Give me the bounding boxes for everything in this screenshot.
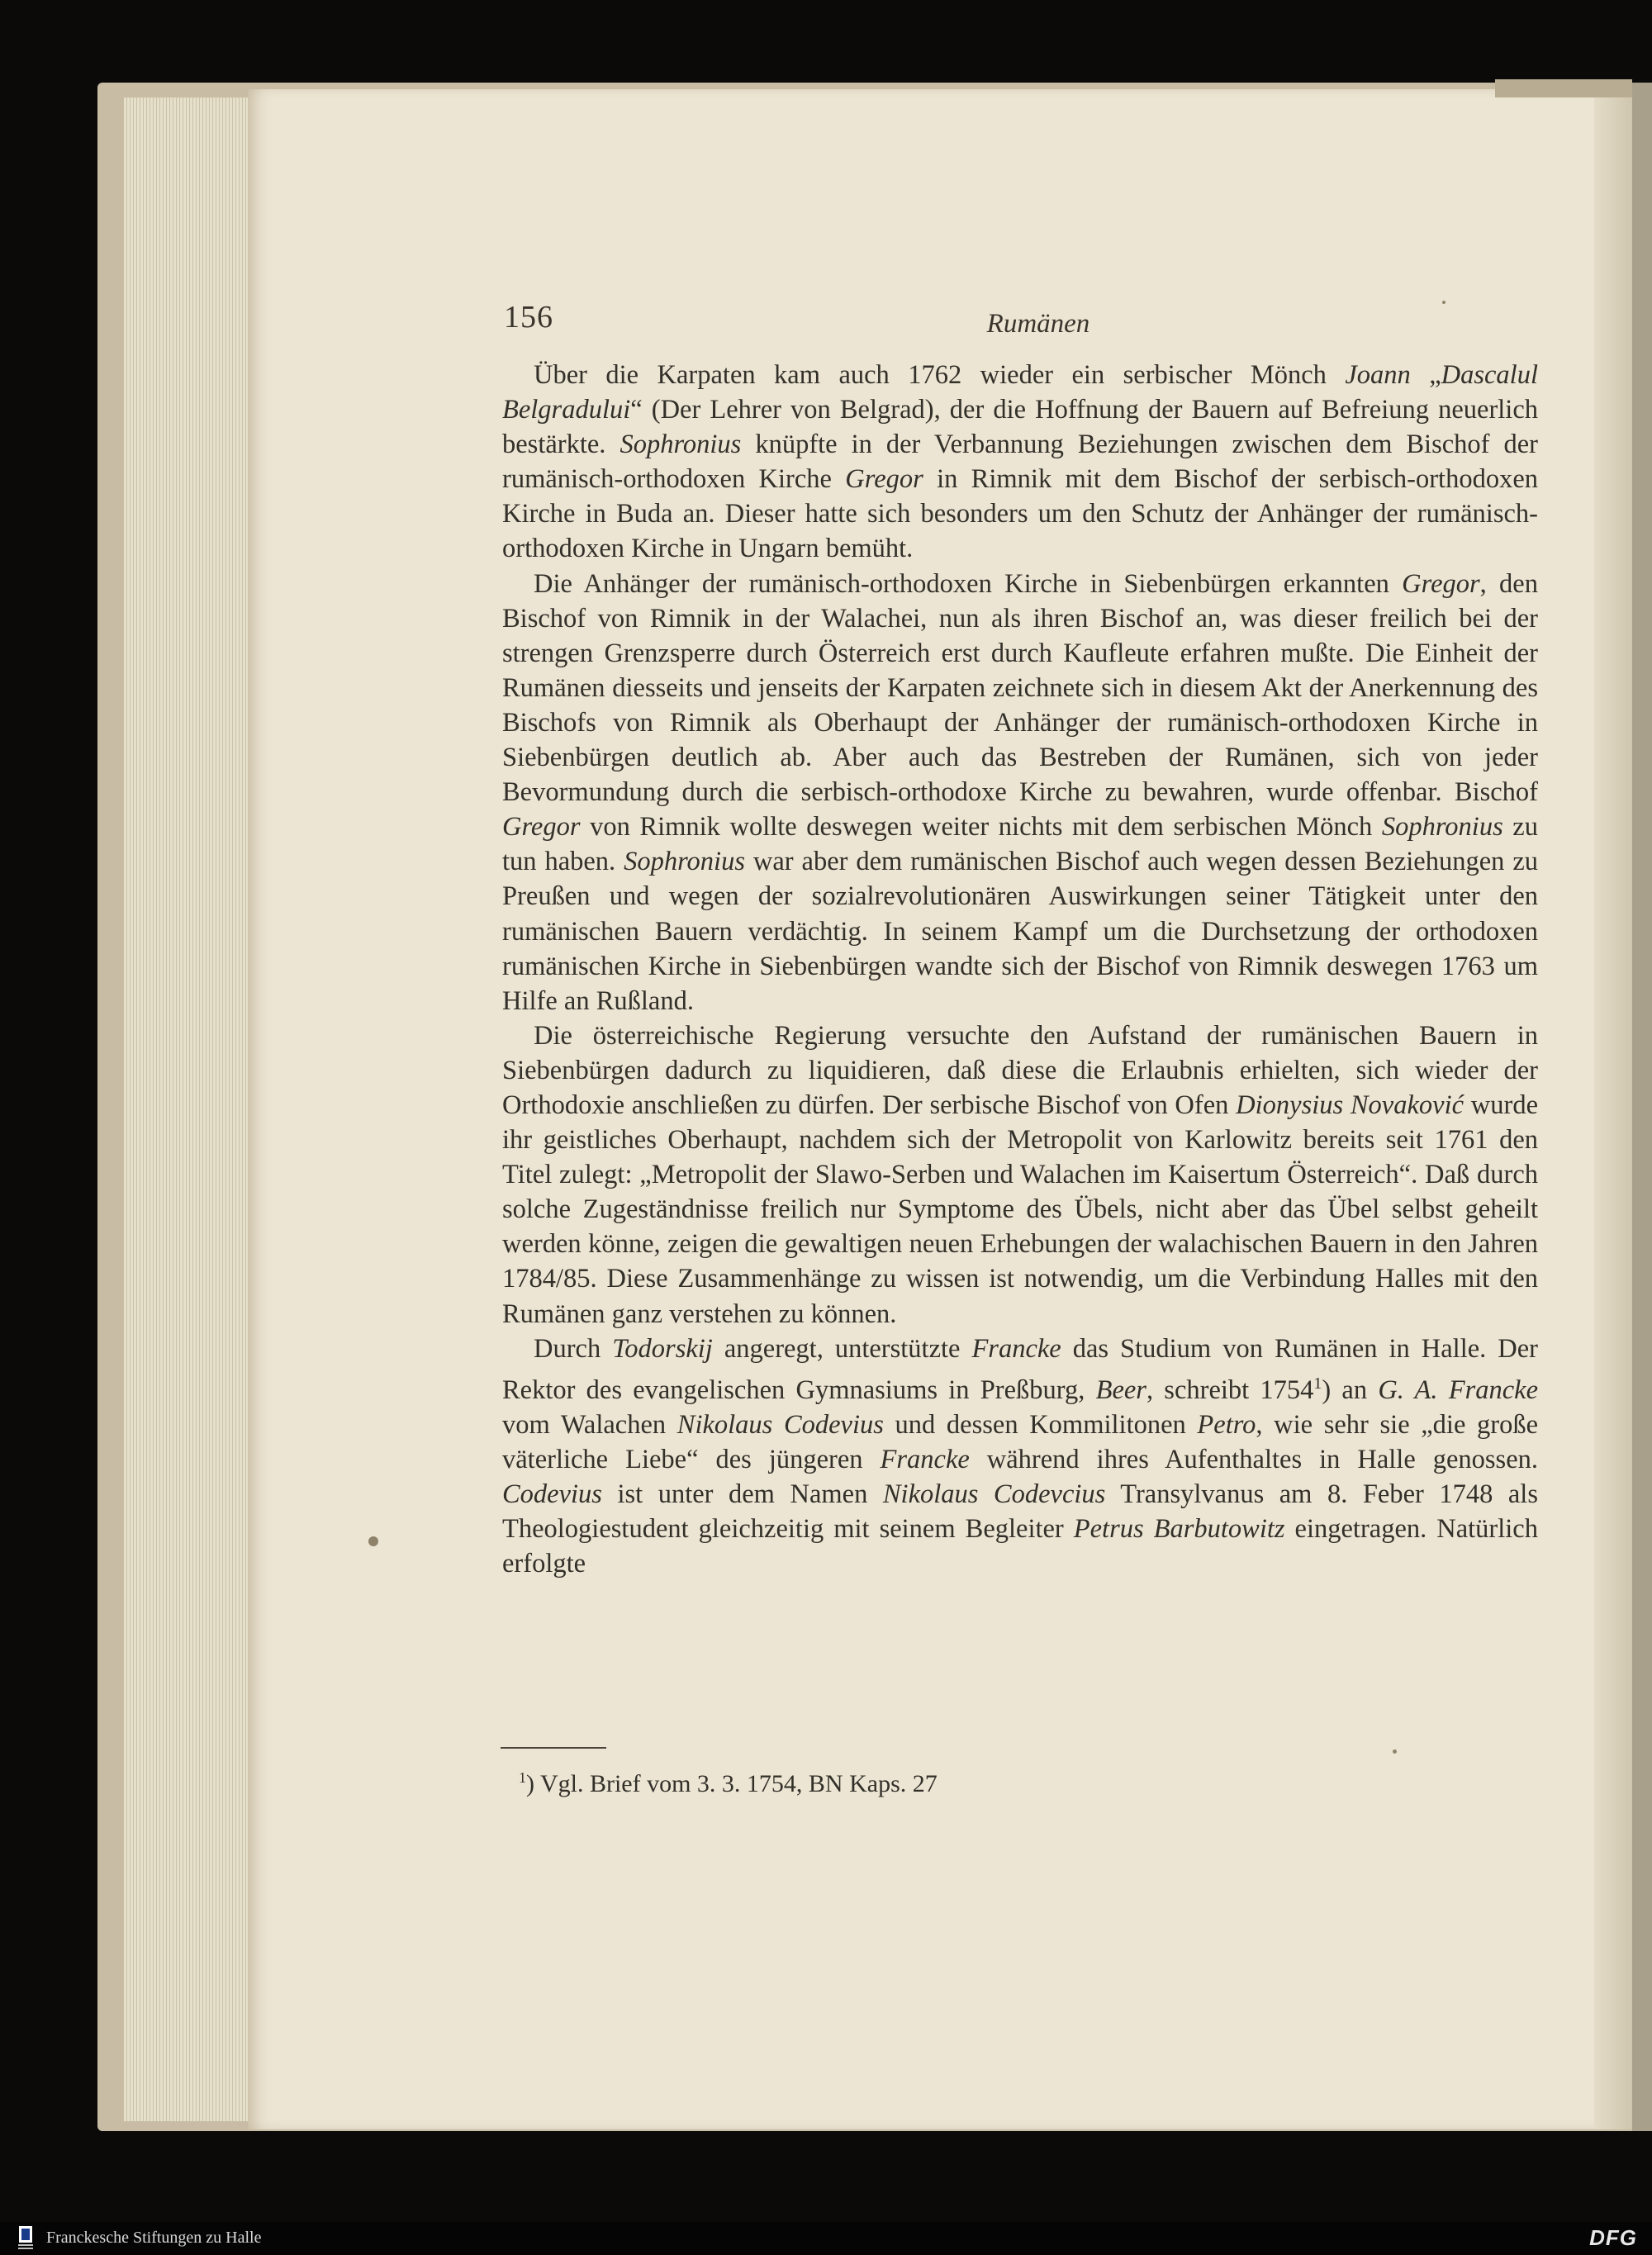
text-run: ) an (1322, 1374, 1379, 1405)
page-edges (124, 97, 257, 2121)
footnote-marker: 1 (519, 1769, 526, 1786)
text-run: , den Bischof von Rimnik in der Walachei, nun als ihren Bischof an, was dieser freilich bei der strengen Grenzsperre durch Österreich erst durch Kaufleute erfahren mußte. Die Einheit der Rumänen diesseits und jenseits der Karpaten zeichnete sich in diesem Akt der Anerkennung des Bischofs von Rimnik als Oberhaupt der Anhänger der rumänisch-orthodoxen Kirche in Siebenbürgen deutlich ab. Aber auch das Bestreben der Rumänen, sich von jeder Bevormundung durch die serbisch-orthodoxe Kirche zu bewahren, wurde offenbar. Bischof (502, 568, 1538, 808)
text-run: wurde ihr geistliches Oberhaupt, nachdem sich der Metropolit von Karlowitz bereits seit 1761 den Titel zulegt: „Metropolit der Slawo-Serben und Walachen im Kaisertum Österreich“. Daß durch solche Zugeständnisse freilich nur Symptome des Übels, nicht aber das Übel selbst geheilt werden könne, zeigen die gewaltigen neuen Erhebungen der walachischen Bauern in den Jahren 1784/85. Diese Zusammenhänge zu wissen ist notwendig, um die Verbindung Halles mit den Rumänen ganz verstehen zu können. (502, 1090, 1538, 1329)
italic-name: Gregor (845, 464, 923, 495)
dfg-logo-text: DFG (1589, 2225, 1637, 2250)
footer-institution-label: Franckesche Stiftungen zu Halle (46, 2229, 262, 2247)
running-head: Rumänen (986, 309, 1090, 339)
paper-speck (1393, 1749, 1397, 1754)
footnote (519, 1761, 1427, 1801)
italic-name: Sophronius (624, 847, 745, 877)
italic-name: Codevius (502, 1479, 602, 1509)
footnote-text: ) Vgl. Brief vom 3. 3. 1754, BN Kaps. 27 (526, 1770, 938, 1797)
italic-name: Nikolaus Codevcius (882, 1479, 1106, 1509)
italic-name: Petro (1197, 1409, 1256, 1440)
footnote-reference: 1 (1313, 1374, 1322, 1393)
italic-name: Gregor (1402, 568, 1480, 599)
italic-name: Joann (1345, 360, 1411, 390)
text-run: von Rimnik wollte deswegen weiter nichts mit dem serbischen Mönch (580, 812, 1382, 843)
italic-name: Gregor (502, 812, 581, 843)
italic-name: Dascalul Belgradului (502, 360, 1538, 425)
text-run: Transylvanus am 8. Feber 1748 als Theologiestudent gleichzeitig mit seinem Begleiter (502, 1479, 1538, 1544)
text-run: vom Walachen (502, 1409, 677, 1440)
italic-name: G. A. Francke (1378, 1374, 1538, 1405)
paragraph (502, 358, 1538, 567)
paragraph (502, 1332, 1538, 1581)
italic-name: Sophronius (620, 430, 742, 460)
paragraph (502, 567, 1538, 1018)
page-number: 156 (504, 300, 553, 335)
text-run: Über die Karpaten kam auch 1762 wieder ein serbischer Mönch (534, 360, 1346, 390)
italic-name: Francke (880, 1444, 970, 1474)
italic-name: Petrus Barbutowitz (1073, 1513, 1285, 1544)
text-run: , wie sehr sie „die große väterliche Liebe“ des jüngeren (502, 1409, 1539, 1474)
franckesche-stiftungen-logo-icon (17, 2225, 35, 2250)
paper-speck (368, 1536, 378, 1546)
text-run: in Rimnik mit dem Bischof der serbisch-orthodoxen Kirche in Buda an. Dieser hatte sich besonders um den Schutz der Anhänger der rumänisch-orthodoxen Kirche in Ungarn bemüht. (502, 464, 1538, 564)
text-run: angeregt, unterstützte (712, 1333, 972, 1364)
text-run: zu tun haben. (502, 812, 1538, 877)
text-run: und dessen Kommilitonen (883, 1409, 1198, 1440)
italic-name: Nikolaus Codevius (676, 1409, 884, 1440)
page-header (504, 299, 1540, 349)
text-run: “ (Der Lehrer von Belgrad), der die Hoffnung der Bauern auf Befreiung neuerlich bestärkte. (502, 395, 1538, 460)
text-run: während ihres Aufenthaltes in Halle genossen. (969, 1444, 1539, 1474)
text-run: Die Anhänger der rumänisch-orthodoxen Kirche in Siebenbürgen erkannten (534, 568, 1403, 599)
body-text (502, 358, 1538, 1581)
text-run: ist unter dem Namen (601, 1479, 883, 1509)
italic-name: Dionysius Novaković (1236, 1090, 1464, 1120)
text-run: eingetragen. Natürlich erfolgte (502, 1513, 1538, 1579)
italic-name: Todorskij (612, 1333, 713, 1364)
text-run: knüpfte in der Verbannung Beziehungen zwischen dem Bischof der rumänisch-orthodoxen Kirche (502, 430, 1538, 495)
text-run: das Studium von Rumänen in Halle. Der Rektor des evangelischen Gymnasiums in Preßburg, (502, 1333, 1539, 1405)
text-run: , schreibt 1754 (1146, 1374, 1314, 1405)
text-run: Die österreichische Regierung versuchte den Aufstand der rumänischen Bauern in Siebenbürgen dadurch zu liquidieren, daß diese die Erlaubnis erhielten, sich wieder der Orthodoxie anschließen zu dürfen. Der serbische Bischof von Ofen (502, 1020, 1538, 1120)
italic-name: Beer (1095, 1374, 1146, 1405)
page-gutter-shade (1594, 89, 1632, 2129)
book-cover-edge (1632, 83, 1652, 2131)
text-run: „ (1410, 360, 1441, 390)
paper-speck (1442, 301, 1446, 304)
text-run: Durch (534, 1333, 613, 1364)
paragraph (502, 1018, 1538, 1332)
text-run: war aber dem rumänischen Bischof auch wegen dessen Beziehungen zu Preußen und wegen der sozialrevolutionären Auswirkungen seiner Tätigkeit unter den rumänischen Bauern verdächtig. In seinem Kampf um die Durchsetzung der orthodoxen rumänischen Kirche in Siebenbürgen wandte sich der Bischof von Rimnik deswegen 1763 um Hilfe an Rußland. (502, 847, 1538, 1016)
italic-name: Sophronius (1381, 812, 1503, 843)
footnote-rule (501, 1747, 606, 1749)
italic-name: Francke (971, 1333, 1061, 1364)
page-top-band (1495, 79, 1632, 97)
